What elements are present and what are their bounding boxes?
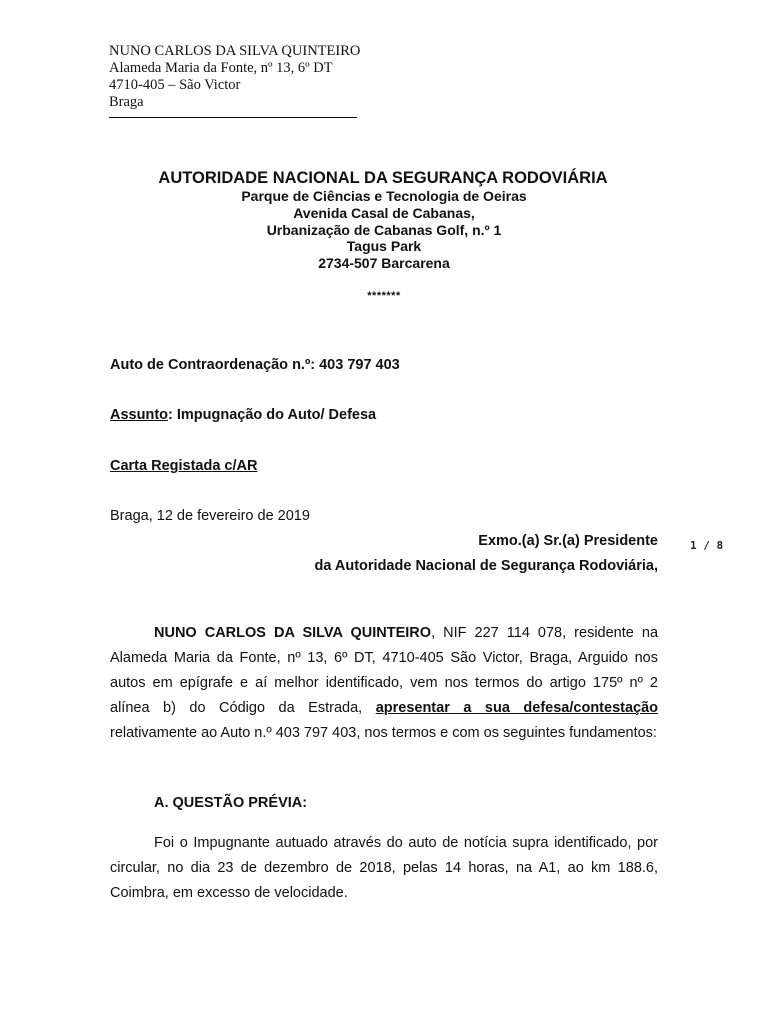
sender-street: Alameda Maria da Fonte, nº 13, 6º DT [109, 60, 333, 76]
sender-block [109, 43, 360, 118]
paragraph-emphasis: apresentar a sua defesa/contestação [375, 700, 659, 716]
reference-number: Auto de Contraordenação n.º: 403 797 403 [110, 357, 400, 373]
date-line: Braga, 12 de fevereiro de 2019 [110, 508, 310, 524]
body-paragraph-2 [110, 831, 658, 906]
page-number: 1 / 8 [690, 539, 724, 552]
sender-name: NUNO CARLOS DA SILVA QUINTEIRO [109, 43, 361, 59]
paragraph-text: Foi o Impugnante autuado através do auto de notícia supra identificado, por circular, no dia 23 de dezembro de 2018, pelas 14 horas, na A1, ao km 188.6, Coimbra, em excesso de velocidade. [110, 835, 658, 901]
sender-divider [109, 117, 357, 118]
subject-label: Assunto [110, 407, 168, 423]
subject-text: : Impugnação do Auto/ Defesa [168, 407, 377, 423]
sender-postal: 4710-405 – São Victor [109, 77, 241, 93]
sender-city: Braga [109, 94, 144, 110]
recipient-address-line: Avenida Casal de Cabanas, [293, 204, 475, 221]
separator-stars: ******* [367, 290, 401, 302]
body-paragraph-1 [110, 621, 658, 746]
recipient-block [0, 168, 768, 272]
arguido-name: NUNO CARLOS DA SILVA QUINTEIRO [154, 625, 432, 641]
section-heading-a: A. QUESTÃO PRÉVIA: [154, 795, 308, 811]
subject-line [110, 406, 376, 424]
recipient-address-line: Parque de Ciências e Tecnologia de Oeiras [241, 188, 527, 204]
mail-type: Carta Registada c/AR [110, 458, 258, 474]
recipient-address-line: Urbanização de Cabanas Golf, n.º 1 [266, 221, 502, 238]
paragraph-text: relativamente ao Auto n.º 403 797 403, nos termos e com os seguintes fundamentos: [110, 725, 657, 741]
paragraph-text: , NIF 227 114 078, residente na Alameda Maria da Fonte, nº 13, 6º DT, 4710-405 São Victor, Braga, Arguido nos autos em epígrafe e aí melhor identificado, vem nos termos do artigo 175º nº 2 alínea b) do Código da Estrada, [110, 625, 659, 716]
salutation-line-1: Exmo.(a) Sr.(a) Presidente [478, 533, 658, 549]
recipient-address-line: 2734-507 Barcarena [318, 255, 450, 272]
salutation-line-2: da Autoridade Nacional de Segurança Rodoviária, [314, 558, 658, 574]
recipient-title: AUTORIDADE NACIONAL DA SEGURANÇA RODOVIÁRIA [158, 169, 608, 187]
recipient-address-line: Tagus Park [346, 238, 422, 255]
